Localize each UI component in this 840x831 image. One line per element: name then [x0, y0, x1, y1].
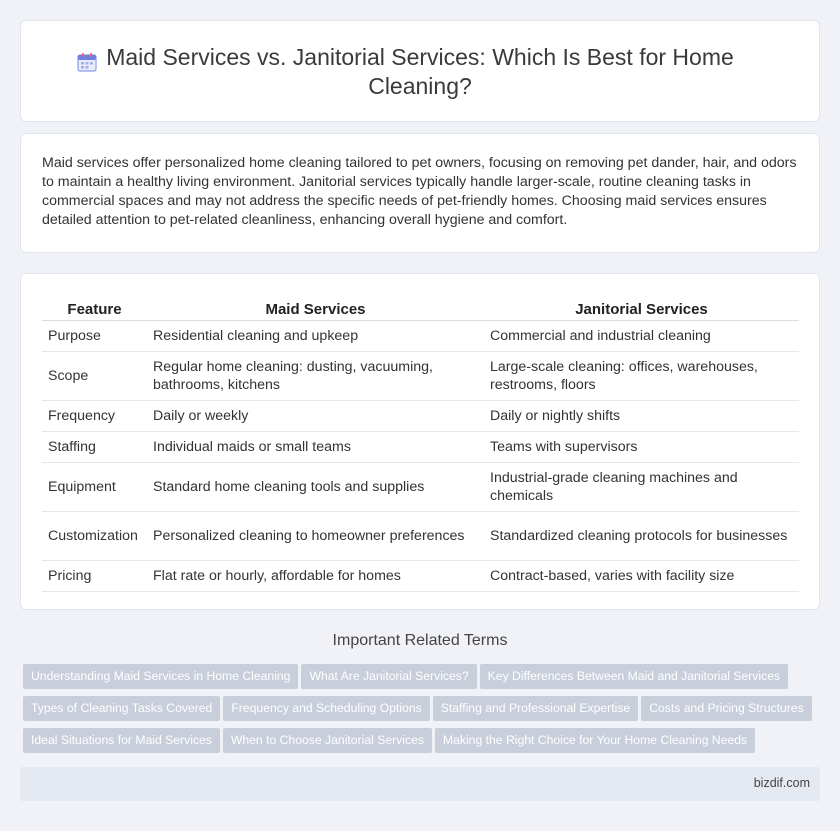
maid-cell: Residential cleaning and upkeep: [147, 320, 484, 351]
janitorial-cell: Standardized cleaning protocols for businesses: [484, 511, 799, 560]
table-row: [42, 351, 799, 400]
related-term-tag[interactable]: What Are Janitorial Services?: [301, 664, 476, 689]
header-feature: Feature: [42, 294, 147, 320]
maid-cell: Daily or weekly: [147, 400, 484, 431]
related-term-tag[interactable]: Frequency and Scheduling Options: [223, 696, 429, 721]
related-terms-list: [23, 664, 823, 760]
feature-cell: Purpose: [42, 320, 147, 351]
related-term-tag[interactable]: Making the Right Choice for Your Home Cleaning Needs: [435, 728, 755, 753]
intro-paragraph: Maid services offer personalized home cleaning tailored to pet owners, focusing on removing pet dander, hair, and odors to maintain a healthy living environment. Janitorial services typically handle larger-scale, routine cleaning tasks in commercial spaces and may not address the specific needs of pet-friendly homes. Choosing maid services ensures detailed attention to pet-related cleanliness, enhancing overall hygiene and comfort.: [42, 155, 797, 228]
related-term-tag[interactable]: Key Differences Between Maid and Janitorial Services: [480, 664, 788, 689]
comparison-card: [20, 273, 820, 610]
janitorial-cell: Industrial-grade cleaning machines and chemicals: [484, 462, 799, 511]
table-row: [42, 400, 799, 431]
related-terms-heading: Important Related Terms: [332, 632, 508, 649]
table-row: [42, 431, 799, 462]
table-row: [42, 560, 799, 591]
footer-site-link[interactable]: bizdif.com: [753, 776, 810, 790]
table-row: [42, 320, 799, 351]
feature-cell: Scope: [42, 351, 147, 400]
page-title: Maid Services vs. Janitorial Services: Which Is Best for Home Cleaning?: [106, 44, 734, 99]
janitorial-cell: Daily or nightly shifts: [484, 400, 799, 431]
feature-cell: Customization: [42, 511, 147, 560]
table-header-row: [42, 294, 799, 320]
maid-cell: Standard home cleaning tools and supplies: [147, 462, 484, 511]
janitorial-cell: Teams with supervisors: [484, 431, 799, 462]
header-maid-services: Maid Services: [147, 294, 484, 320]
title-card: [20, 20, 820, 122]
maid-cell: Flat rate or hourly, affordable for homes: [147, 560, 484, 591]
comparison-table: [42, 294, 799, 592]
table-row: [42, 462, 799, 511]
janitorial-cell: Commercial and industrial cleaning: [484, 320, 799, 351]
related-term-tag[interactable]: Costs and Pricing Structures: [641, 696, 811, 721]
related-term-tag[interactable]: Staffing and Professional Expertise: [433, 696, 638, 721]
janitorial-cell: Large-scale cleaning: offices, warehouses, restrooms, floors: [484, 351, 799, 400]
maid-cell: Individual maids or small teams: [147, 431, 484, 462]
intro-card: [20, 133, 820, 253]
related-term-tag[interactable]: Understanding Maid Services in Home Cleaning: [23, 664, 298, 689]
related-term-tag[interactable]: When to Choose Janitorial Services: [223, 728, 432, 753]
janitorial-cell: Contract-based, varies with facility size: [484, 560, 799, 591]
footer: [20, 767, 820, 801]
related-term-tag[interactable]: Ideal Situations for Maid Services: [23, 728, 220, 753]
table-row: [42, 511, 799, 560]
feature-cell: Frequency: [42, 400, 147, 431]
related-term-tag[interactable]: Types of Cleaning Tasks Covered: [23, 696, 220, 721]
maid-cell: Regular home cleaning: dusting, vacuuming, bathrooms, kitchens: [147, 351, 484, 400]
feature-cell: Pricing: [42, 560, 147, 591]
feature-cell: Equipment: [42, 462, 147, 511]
maid-cell: Personalized cleaning to homeowner preferences: [147, 511, 484, 560]
feature-cell: Staffing: [42, 431, 147, 462]
header-janitorial-services: Janitorial Services: [484, 294, 799, 320]
